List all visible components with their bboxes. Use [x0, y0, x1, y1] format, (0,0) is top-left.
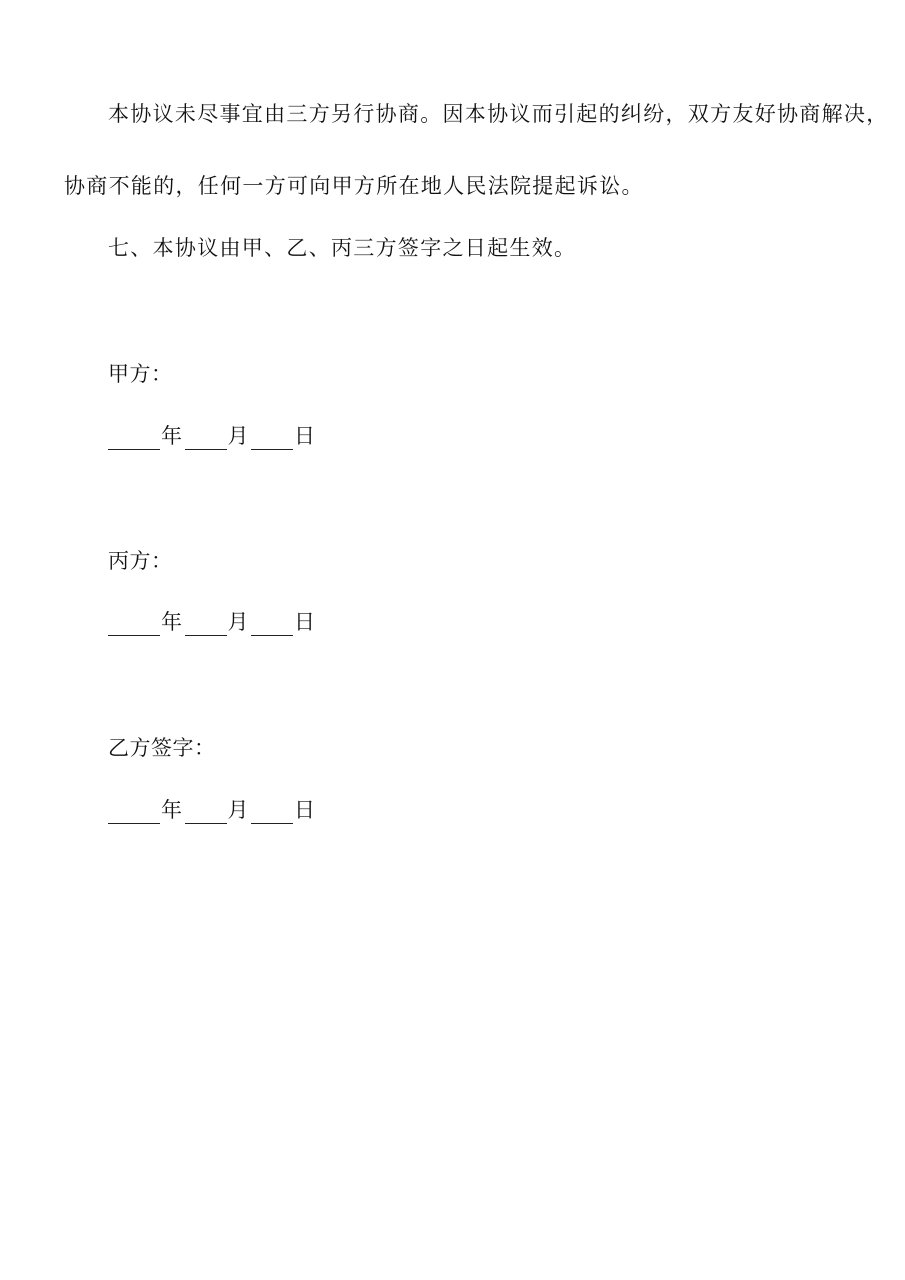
day-blank [251, 801, 293, 824]
month-blank [185, 613, 227, 636]
day-blank [251, 427, 293, 450]
party-c-label: 丙方： [108, 549, 173, 573]
day-label: 日 [294, 798, 316, 822]
day-label: 日 [294, 424, 316, 448]
month-blank [185, 427, 227, 450]
year-blank [108, 427, 160, 450]
party-a-label: 甲方： [108, 362, 173, 386]
month-label: 月 [227, 798, 249, 822]
party-c-date-line [108, 608, 316, 636]
year-label: 年 [161, 798, 183, 822]
day-label: 日 [294, 610, 316, 634]
year-blank [108, 801, 160, 824]
month-blank [185, 801, 227, 824]
party-b-label: 乙方签字： [108, 736, 216, 760]
month-label: 月 [227, 424, 249, 448]
paragraph-1-line-1: 本协议未尽事宜由三方另行协商。因本协议而引起的纠纷，双方友好协商解决， [108, 102, 889, 126]
month-label: 月 [227, 610, 249, 634]
year-label: 年 [161, 610, 183, 634]
paragraph-1-line-2: 协商不能的，任何一方可向甲方所在地人民法院提起诉讼。 [64, 174, 644, 198]
party-b-date-line [108, 796, 316, 824]
year-blank [108, 613, 160, 636]
year-label: 年 [161, 424, 183, 448]
day-blank [251, 613, 293, 636]
paragraph-2: 七、本协议由甲、乙、丙三方签字之日起生效。 [108, 236, 577, 260]
party-a-date-line [108, 422, 316, 450]
